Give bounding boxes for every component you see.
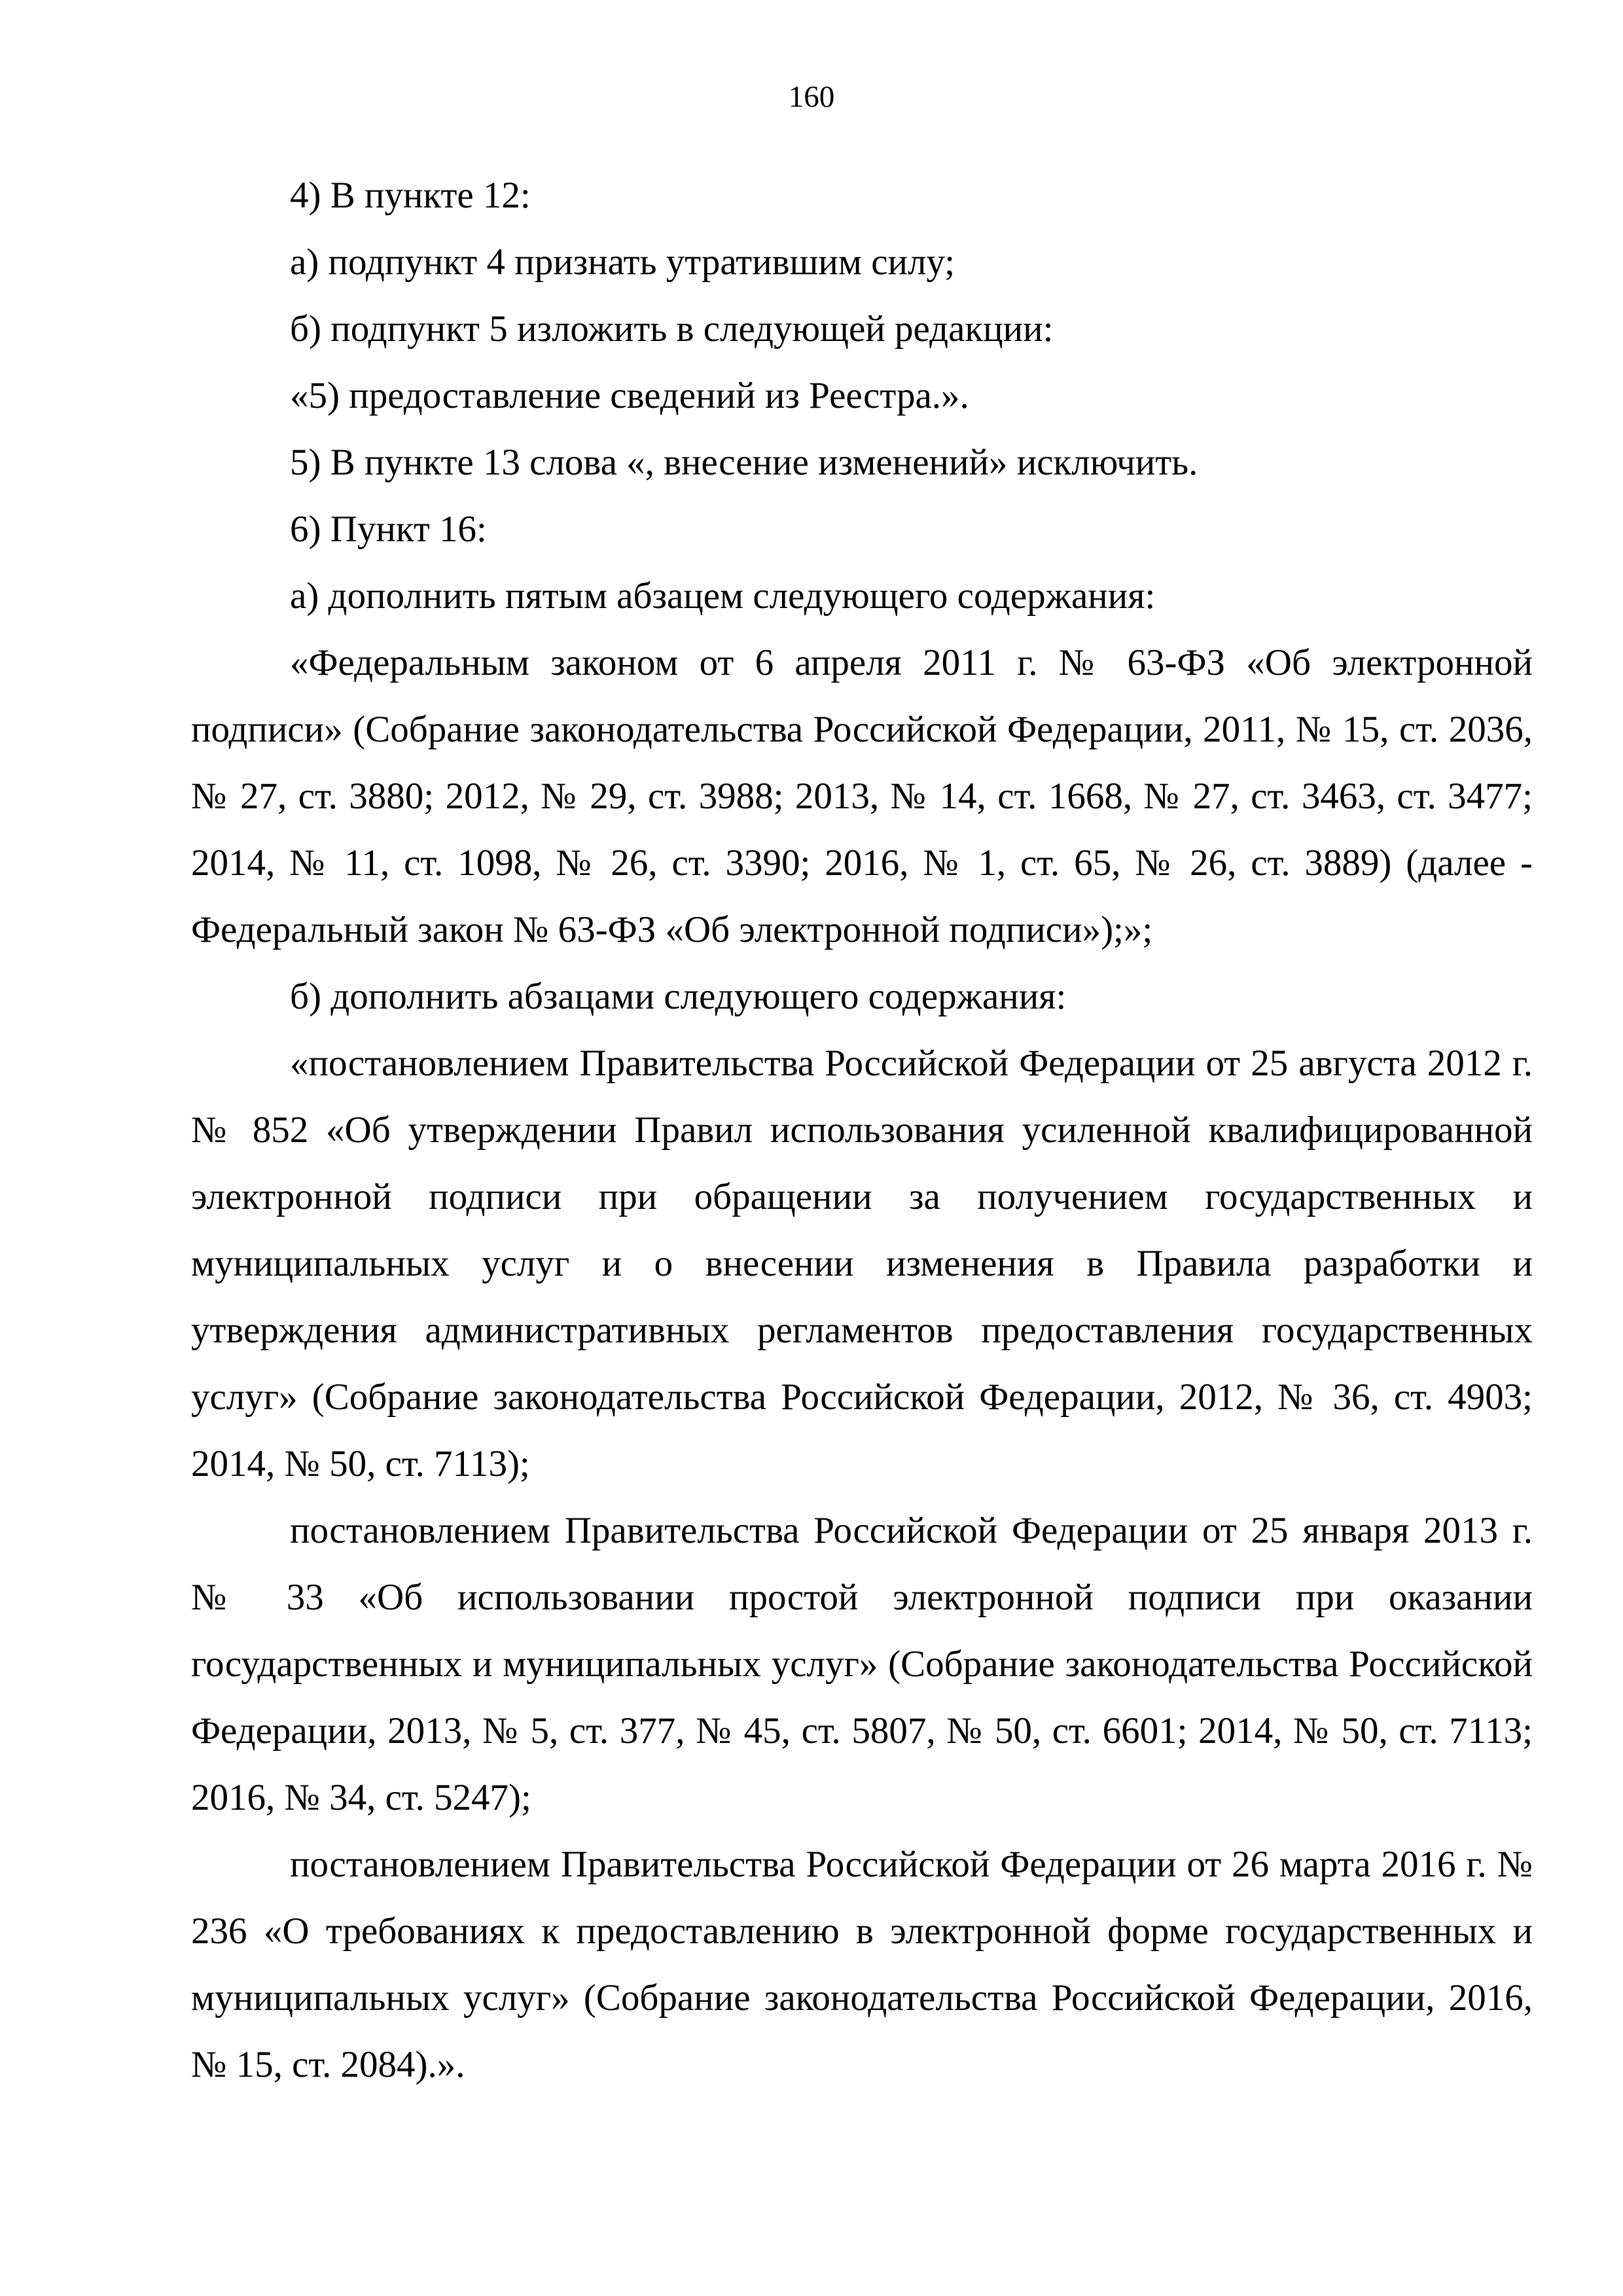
paragraph-resolution-852: «постановлением Правительства Российской Федерации от 25 августа 2012 г. № 852 «Об утверждении Правил использования усиленной квалифицированной электронной подписи при обращении за получением государственных и муниципальных услуг и о внесении изменения в Правила разработки и утверждения административных регламентов предоставления государственных услуг» (Собрание законодательства Российской Федерации, 2012, № 36, ст. 4903; 2014, № 50, ст. 7113); bbox=[191, 1043, 1533, 1484]
paragraph-quoted-subitem-5: «5) предоставление сведений из Реестра.». bbox=[290, 375, 969, 416]
paragraph-item-6-clause-16: 6) Пункт 16: bbox=[290, 509, 487, 550]
paragraph-item-5-clause-13: 5) В пункте 13 слова «, внесение изменений» исключить. bbox=[290, 442, 1198, 483]
paragraph-subitem-a-repeal: а) подпункт 4 признать утратившим силу; bbox=[290, 242, 955, 283]
document-body bbox=[191, 162, 1533, 2098]
paragraph-subitem-b-new-edition: б) подпункт 5 изложить в следующей редакции: bbox=[290, 308, 1054, 350]
paragraph-resolution-236: постановлением Правительства Российской Федерации от 26 марта 2016 г. № 236 «О требованиях к предоставлению в электронной форме государственных и муниципальных услуг» (Собрание законодательства Российской Федерации, 2016, № 15, ст. 2084).». bbox=[191, 1844, 1533, 2085]
paragraph-resolution-33: постановлением Правительства Российской Федерации от 25 января 2013 г. № 33 «Об использовании простой электронной подписи при оказании государственных и муниципальных услуг» (Собрание законодательства Российской Федерации, 2013, № 5, ст. 377, № 45, ст. 5807, № 50, ст. 6601; 2014, № 50, ст. 7113; 2016, № 34, ст. 5247); bbox=[191, 1510, 1533, 1818]
paragraph-federal-law-63: «Федеральным законом от 6 апреля 2011 г. № 63-ФЗ «Об электронной подписи» (Собрание законодательства Российской Федерации, 2011, № 15, ст. 2036, № 27, ст. 3880; 2012, № 29, ст. 3988; 2013, № 14, ст. 1668, № 27, ст. 3463, ст. 3477; 2014, № 11, ст. 1098, № 26, ст. 3390; 2016, № 1, ст. 65, № 26, ст. 3889) (далее - Федеральный закон № 63-ФЗ «Об электронной подписи»);»; bbox=[191, 642, 1533, 950]
paragraph-item-4-clause-12: 4) В пункте 12: bbox=[290, 175, 531, 216]
paragraph-subitem-a-add-fifth: а) дополнить пятым абзацем следующего содержания: bbox=[290, 575, 1156, 617]
paragraph-subitem-b-add-paragraphs: б) дополнить абзацами следующего содержания: bbox=[290, 976, 1067, 1017]
page-number: 160 bbox=[788, 80, 835, 114]
